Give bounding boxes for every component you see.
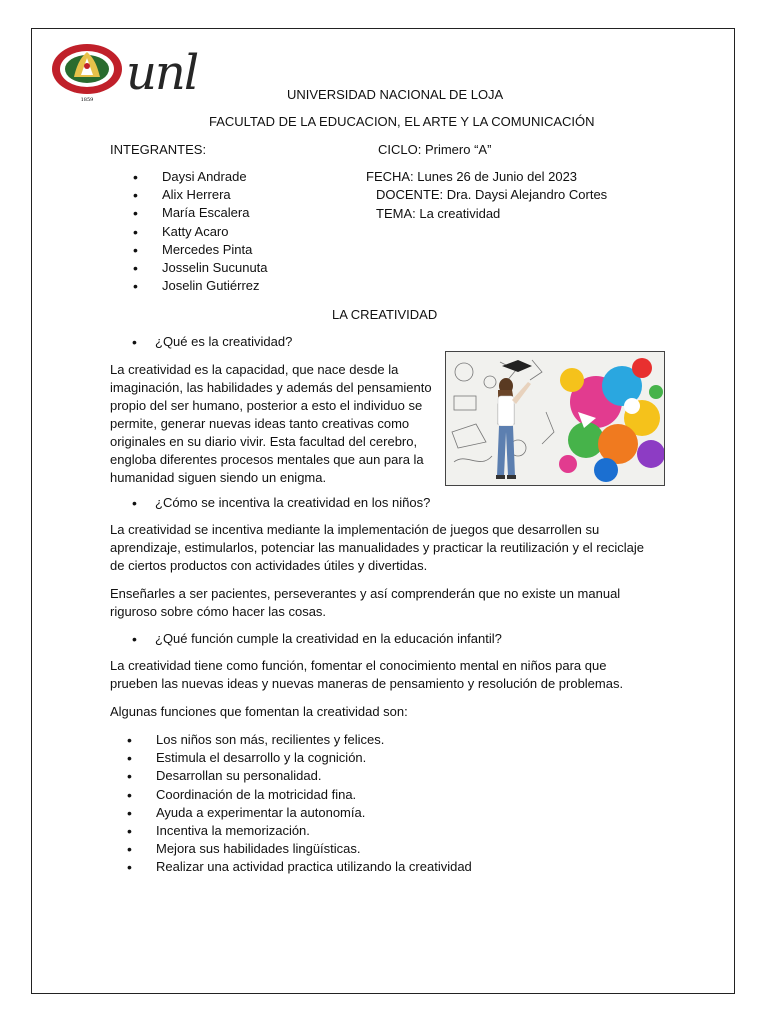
paragraph-definition bbox=[110, 361, 435, 487]
university-name: UNIVERSIDAD NACIONAL DE LOJA bbox=[287, 87, 504, 102]
topic-info: TEMA: La creatividad bbox=[376, 206, 501, 221]
text-line: engloba diferentes procesos mentales que aun para la bbox=[110, 452, 424, 467]
paragraph-incentive bbox=[110, 521, 670, 575]
university-seal-logo bbox=[50, 42, 124, 104]
function-item: • Los niños son más, recilientes y felices. bbox=[156, 731, 472, 749]
function-item: • Estimula el desarrollo y la cognición. bbox=[156, 749, 472, 767]
member-item: • Alix Herrera bbox=[162, 186, 268, 204]
functions-intro: Algunas funciones que fomentan la creatividad son: bbox=[110, 704, 408, 719]
member-item: • Katty Acaro bbox=[162, 223, 268, 241]
member-item: • María Escalera bbox=[162, 204, 268, 222]
question-bullet: • bbox=[132, 631, 137, 647]
member-item: • Daysi Andrade bbox=[162, 168, 268, 186]
creativity-mural-image bbox=[446, 352, 665, 486]
function-item: • Desarrollan su personalidad. bbox=[156, 767, 472, 785]
question-function: ¿Qué función cumple la creatividad en la educación infantil? bbox=[155, 631, 502, 646]
members-list bbox=[162, 168, 268, 295]
text-line: humanidad siguen siendo un enigma. bbox=[110, 470, 327, 485]
date-info: FECHA: Lunes 26 de Junio del 2023 bbox=[366, 169, 578, 184]
function-item: • Mejora sus habilidades lingüísticas. bbox=[156, 840, 472, 858]
text-line: permite, generar nuevas ideas tanto creativas como bbox=[110, 416, 410, 431]
function-item: • Incentiva la memorización. bbox=[156, 822, 472, 840]
member-item: • Mercedes Pinta bbox=[162, 241, 268, 259]
text-line: La creatividad tiene como función, fomentar el conocimiento mental en niños para que bbox=[110, 658, 607, 673]
question-incentive: ¿Cómo se incentiva la creatividad en los niños? bbox=[155, 495, 431, 510]
text-line: Enseñarles a ser pacientes, perseverantes y así comprenderán que no existe un manual bbox=[110, 586, 621, 601]
function-item: • Coordinación de la motricidad fina. bbox=[156, 786, 472, 804]
text-line: originales en su diario vivir. Esta facultad del cerebro, bbox=[110, 434, 418, 449]
members-label: INTEGRANTES: bbox=[110, 142, 207, 157]
question-bullet: • bbox=[132, 334, 137, 350]
function-item: • Ayuda a experimentar la autonomía. bbox=[156, 804, 472, 822]
text-line: imaginación, las habilidades y además del pensamiento bbox=[110, 380, 432, 395]
question-what-is-creativity: ¿Qué es la creatividad? bbox=[155, 334, 293, 349]
teacher-info: DOCENTE: Dra. Daysi Alejandro Cortes bbox=[376, 187, 608, 202]
faculty-name: FACULTAD DE LA EDUCACION, EL ARTE Y LA COMUNICACIÓN bbox=[209, 114, 595, 129]
paragraph-function bbox=[110, 657, 670, 693]
creativity-illustration bbox=[445, 351, 665, 486]
member-item: • Joselin Gutiérrez bbox=[162, 277, 268, 295]
text-line: aprendizaje, estimularlos, potenciar las manualidades y practicar la reutilización y el reciclaje bbox=[110, 540, 644, 555]
seal-year: 1859 bbox=[80, 97, 94, 103]
function-item: • Realizar una actividad practica utilizando la creatividad bbox=[156, 858, 472, 876]
text-line: La creatividad se incentiva mediante la implementación de juegos que desarrollen su bbox=[110, 522, 600, 537]
member-item: • Josselin Sucunuta bbox=[162, 259, 268, 277]
text-line: propio del ser humano, posterior a esto el individuo se bbox=[110, 398, 423, 413]
paragraph-patience bbox=[110, 585, 670, 621]
functions-list bbox=[156, 731, 472, 877]
text-line: prueben las nuevas ideas y nuevas maneras de pensamiento y resolución de problemas. bbox=[110, 676, 624, 691]
section-title: LA CREATIVIDAD bbox=[332, 307, 438, 322]
unl-wordmark: unl bbox=[126, 45, 198, 101]
text-line: riguroso sobre cómo hacer las cosas. bbox=[110, 604, 327, 619]
question-bullet: • bbox=[132, 495, 137, 511]
cycle-info: CICLO: Primero “A” bbox=[378, 142, 492, 157]
text-line: La creatividad es la capacidad, que nace desde la bbox=[110, 362, 399, 377]
text-line: de ciertos productos con actividades útiles y divertidas. bbox=[110, 558, 428, 573]
